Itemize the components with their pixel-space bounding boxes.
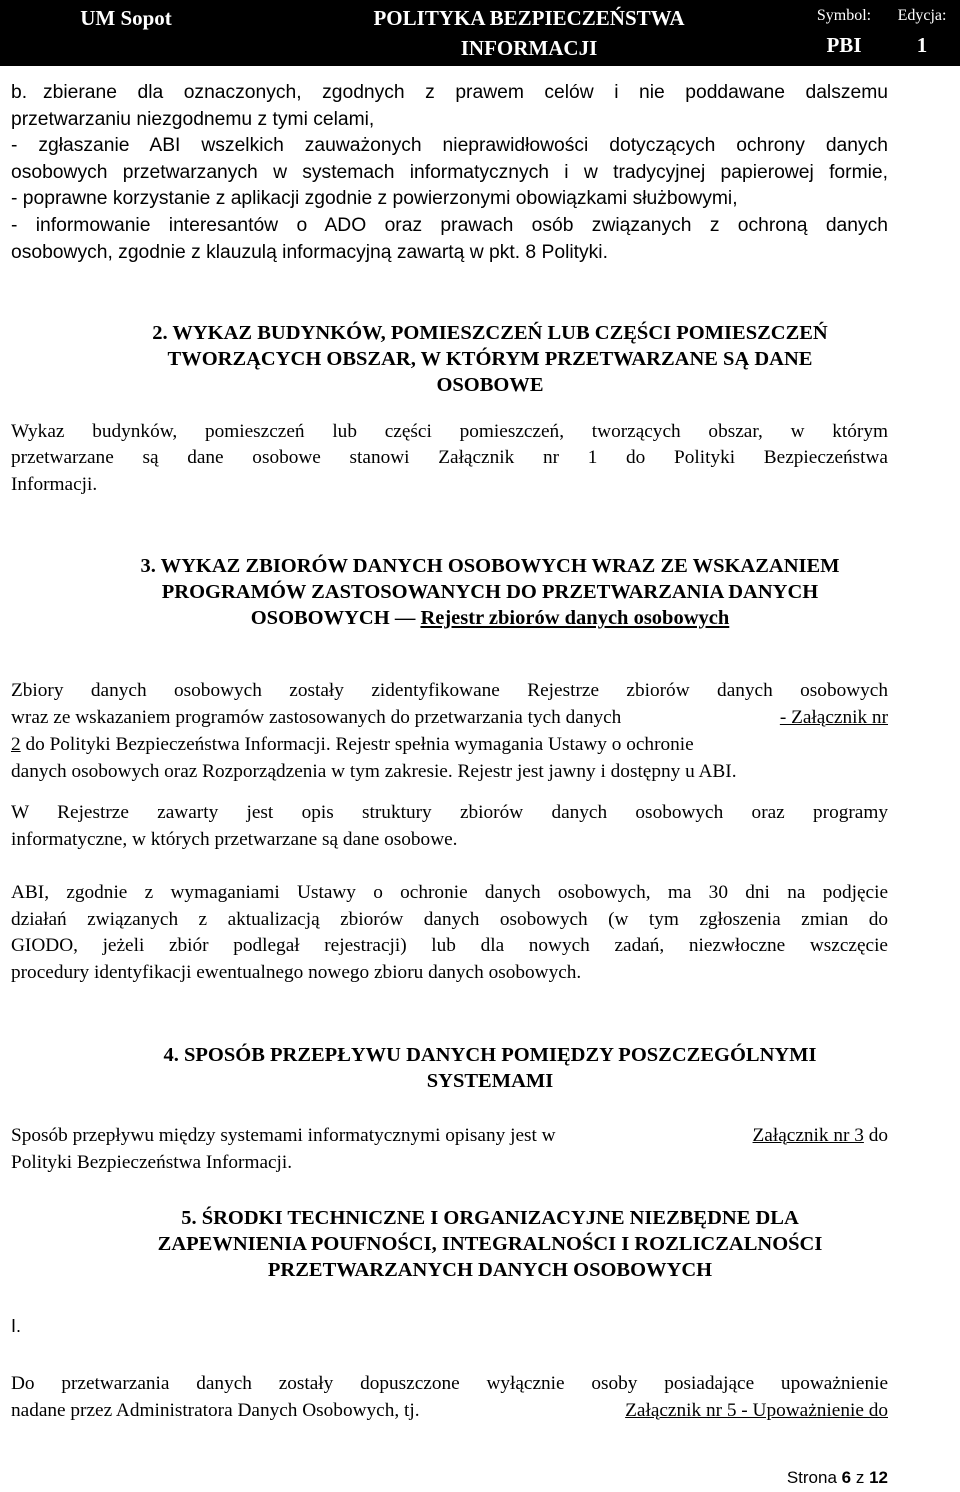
- section-4-text-line2: Polityki Bezpieczeństwa Informacji.: [11, 1152, 293, 1173]
- section-3-p1-line4: danych osobowych oraz Rozporządzenia w tym zakresie. Rejestr jest jawny i dostępny u ABI.: [11, 761, 737, 782]
- section-3-heading-line1: 3. WYKAZ ZBIORÓW DANYCH OSOBOWYCH WRAZ ZE WSKAZANIEM: [140, 555, 840, 577]
- header-title-cell: [254, 0, 804, 66]
- header-edition-cell: [884, 0, 960, 66]
- header-edition-label: Edycja:: [897, 7, 947, 24]
- section-3-heading-line2: PROGRAMÓW ZASTOSOWANYCH DO PRZETWARZANIA DANYCH: [161, 581, 819, 603]
- intro-line-1: [11, 79, 888, 106]
- intro-line-1-rest: zbierane dla oznaczonych, zgodnych z prawem celów i nie poddawane dalszemu: [43, 82, 888, 103]
- section-3-p2-line1: W Rejestrze zawarty jest opis struktury zbiorów danych osobowych oraz programy: [11, 802, 888, 823]
- section-2-heading-line1: 2. WYKAZ BUDYNKÓW, POMIESZCZEŃ LUB CZĘŚCI POMIESZCZEŃ: [152, 322, 828, 344]
- document-header: [0, 0, 960, 66]
- section-3-p1-line1: Zbiory danych osobowych zostały zidentyfikowane Rejestrze zbiorów danych osobowych: [11, 680, 888, 701]
- section-3-p3-line3: GIODO, jeżeli zbiór podlegał rejestracji) lub dla nowych zadań, niezwłoczne wszczęcie: [11, 935, 888, 956]
- attachment-2-link-cont[interactable]: 2: [11, 734, 21, 755]
- section-5-heading: [60, 1205, 920, 1283]
- section-5-text-line1: Do przetwarzania danych zostały dopuszczone wyłącznie osoby posiadające upoważnienie: [11, 1373, 888, 1394]
- section-4-heading-line2: SYSTEMAMI: [426, 1070, 554, 1092]
- section-3-p3-line2: działań związanych z aktualizacją zbiorów danych osobowych (w tym zgłoszenia zmian do: [11, 909, 888, 930]
- section-2-heading-line2: TWORZĄCYCH OBSZAR, W KTÓRYM PRZETWARZANE SĄ DANE: [167, 348, 813, 370]
- section-5-heading-line2: ZAPEWNIENIA POUFNOŚCI, INTEGRALNOŚCI I ROZLICZALNOŚCI: [157, 1233, 823, 1255]
- section-4-heading: [60, 1042, 920, 1094]
- section-5-heading-line1: 5. ŚRODKI TECHNICZNE I ORGANIZACYJNE NIEZBĘDNE DLA: [181, 1207, 799, 1229]
- attachment-3-link[interactable]: Załącznik nr 3: [752, 1125, 864, 1146]
- section-3-p1-line2-text: wraz ze wskazaniem programów zastosowanych do przetwarzania tych danych: [11, 707, 622, 728]
- header-symbol-label: Symbol:: [816, 7, 872, 24]
- section-3-p3-line1: ABI, zgodnie z wymaganiami Ustawy o ochronie danych osobowych, ma 30 dni na podjęcie: [11, 882, 888, 903]
- intro-line-6: - informowanie interesantów o ADO oraz prawach osób związanych z ochroną danych: [11, 215, 888, 236]
- header-org-cell: [0, 0, 252, 66]
- section-3-p1-line2: [11, 704, 888, 731]
- section-3-p1-line3-text: do Polityki Bezpieczeństwa Informacji. Rejestr spełnia wymagania Ustawy o ochronie: [20, 734, 694, 755]
- section-5-text-a: nadane przez Administratora Danych Osobowych, tj.: [11, 1400, 420, 1421]
- intro-line-2: przetwarzaniu niezgodnemu z tymi celami,: [11, 109, 375, 130]
- intro-line-5: - poprawne korzystanie z aplikacji zgodnie z powierzonymi obowiązkami służbowymi,: [11, 188, 738, 209]
- section-3-heading-line3a: OSOBOWYCH: [250, 607, 390, 629]
- intro-line-1-text: [43, 79, 888, 106]
- section-3-heading-line3: OSOBOWYCH — Rejestr zbiorów danych osobowych: [250, 607, 730, 629]
- section-3-heading: [60, 553, 920, 631]
- header-symbol-value: PBI: [826, 33, 862, 57]
- header-edition-value: 1: [916, 33, 928, 57]
- section-5-text-line2: [11, 1397, 888, 1424]
- footer-of: z: [855, 1468, 865, 1487]
- footer-strona: Strona: [786, 1468, 837, 1487]
- header-title-line2: INFORMACJI: [460, 36, 598, 60]
- section-4-text-a: Sposób przepływu między systemami informatycznymi opisany jest w: [11, 1125, 556, 1146]
- section-2-text-line1: Wykaz budynków, pomieszczeń lub części pomieszczeń, tworzących obszar, w którym: [11, 421, 888, 442]
- footer-total-pages: 12: [869, 1468, 888, 1487]
- section-5-heading-line3: PRZETWARZANYCH DANYCH OSOBOWYCH: [267, 1259, 713, 1281]
- section-3-p1-line3: [11, 731, 888, 758]
- page-footer: [787, 1468, 888, 1488]
- attachment-2-link[interactable]: - Załącznik nr: [779, 707, 888, 728]
- section-2-heading-line3: OSOBOWE: [436, 374, 544, 396]
- section-3-p3-line4: procedury identyfikacji ewentualnego nowego zbioru danych osobowych.: [11, 962, 582, 983]
- section-2-text-line2: przetwarzane są dane osobowe stanowi Załącznik nr 1 do Polityki Bezpieczeństwa: [11, 447, 888, 468]
- section-2-heading: [60, 320, 920, 398]
- header-symbol-cell: [806, 0, 882, 66]
- header-org: UM Sopot: [80, 6, 172, 30]
- footer-page-number: 6: [841, 1468, 852, 1487]
- section-4-heading-line1: 4. SPOSÓB PRZEPŁYWU DANYCH POMIĘDZY POSZCZEGÓLNYMI: [163, 1044, 817, 1066]
- attachment-5-link[interactable]: Załącznik nr 5 - Upoważnienie do: [625, 1400, 888, 1421]
- section-4-text-b: do: [863, 1125, 888, 1146]
- section-4-link-wrap: [753, 1122, 888, 1149]
- intro-item-marker: b.: [11, 82, 28, 103]
- intro-line-4: osobowych przetwarzanych w systemach informatycznych i w tradycyjnej papierowej formie,: [11, 162, 888, 183]
- section-4-text-line1: [11, 1122, 888, 1149]
- register-heading-link[interactable]: Rejestr zbiorów danych osobowych: [420, 607, 730, 629]
- intro-line-7: osobowych, zgodnie z klauzulą informacyjną zawartą w pkt. 8 Polityki.: [11, 242, 608, 263]
- section-2-text-line3: Informacji.: [11, 474, 98, 495]
- intro-line-3: - zgłaszanie ABI wszelkich zauważonych nieprawidłowości dotyczących ochrony danych: [11, 135, 888, 156]
- subsection-marker: I.: [11, 1316, 22, 1336]
- section-3-p2-line2: informatyczne, w których przetwarzane są dane osobowe.: [11, 829, 458, 850]
- header-title-line1: POLITYKA BEZPIECZEŃSTWA: [373, 6, 685, 30]
